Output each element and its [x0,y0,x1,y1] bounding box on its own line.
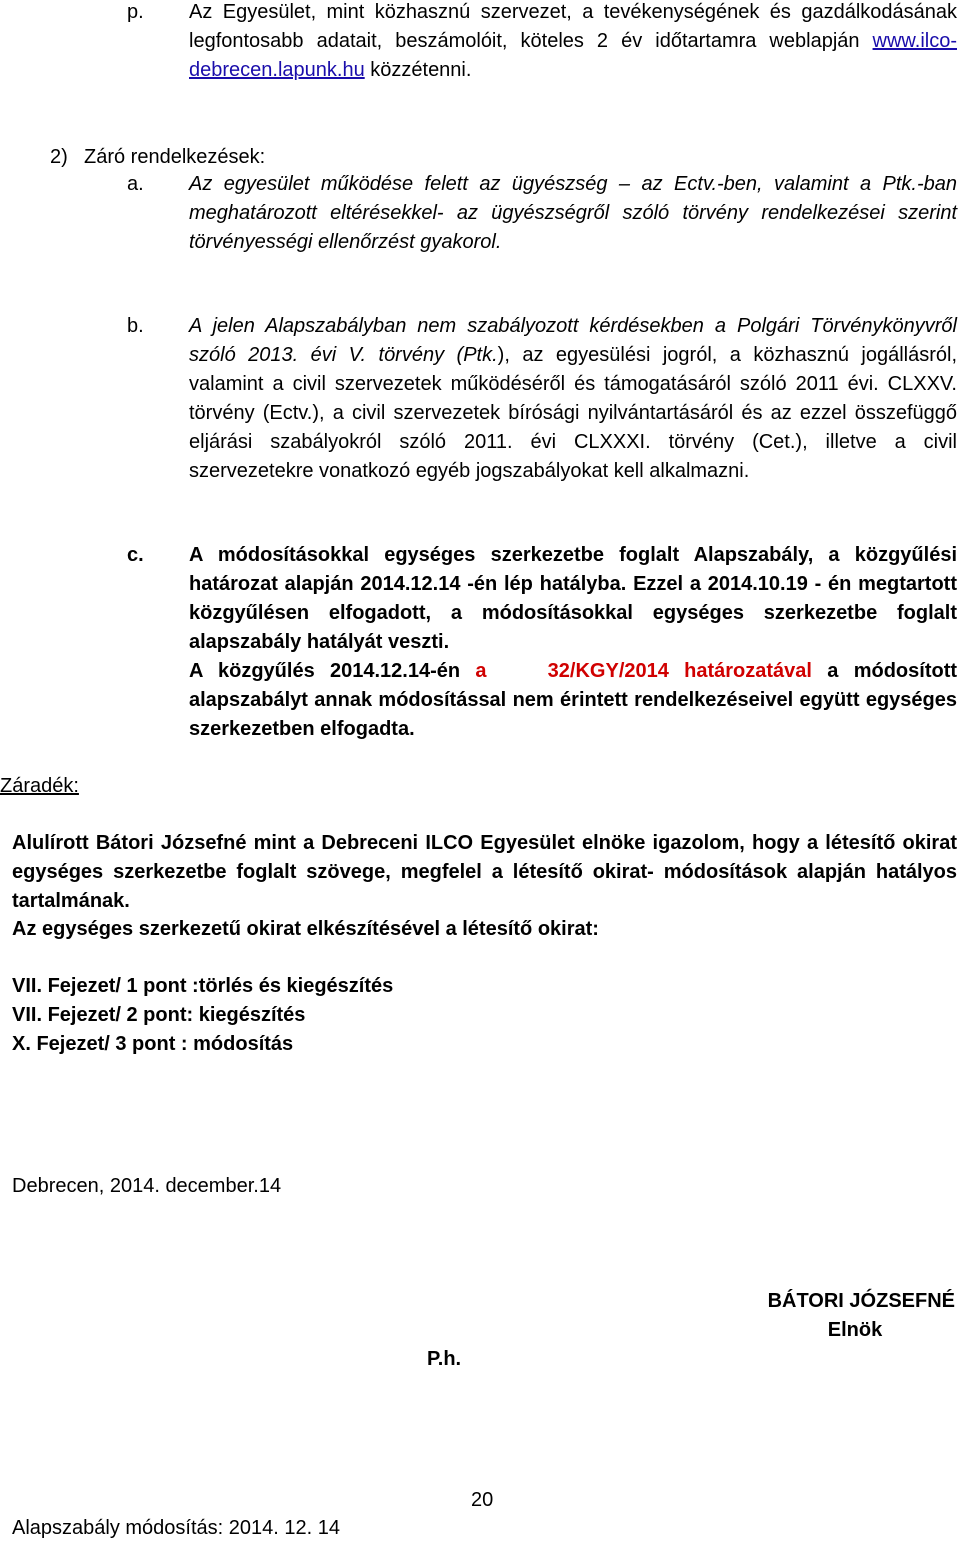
zaradek-heading: Záradék: [0,775,79,797]
item-b-text-rest: ), az egyesülési jogról, a közhasznú jogállásról, valamint a civil szervezetek működéséről és támogatásáról szóló 2011 évi. CLXXV. törvény (Ectv.), a civil szervezetek bírósági nyilvántartásáról és az ezzel összefüggő eljárási szabályokról szóló 2011. évi CLXXXI. törvény (Cet.), illetve a civil szervezetekre vonatkozó egyéb jogszabályokat kell alkalmazni. [189,344,957,482]
section-2-number: 2) [50,146,68,168]
section-2-title: Záró rendelkezések: [84,146,266,168]
weblap-link[interactable]: www.ilco-debrecen.lapunk.hu [189,30,957,81]
signature-block [700,1287,955,1345]
item-a-text: Az egyesület működése felett az ügyészség – az Ectv.-ben, valamint a Ptk.-ban meghatározott eltérésekkel- az ügyészségről szóló törvény rendelkezései szerint törvényességi ellenőrzést gyakorol. [189,173,957,253]
item-c-text1: A módosításokkal egységes szerkezetbe foglalt Alapszabály, a közgyűlési határozat alapján 2014.12.14 -én lép hatályba. Ezzel a 2014.10.19 - én megtartott közgyűlésen elfogadott, a módosításokkal egységes szerkezetbe foglalt alapszabály hatályát veszti. [189,544,957,653]
footer-text: Alapszabály módosítás: 2014. 12. 14 [12,1517,340,1539]
item-c-text2 [189,657,957,744]
page-number: 20 [471,1489,494,1511]
signer-title: Elnök [827,1319,883,1341]
change-item: X. Fejezet/ 3 pont : módosítás [12,1033,294,1055]
item-p-text-after: közzétenni. [364,59,472,81]
change-item: VII. Fejezet/ 2 pont: kiegészítés [12,1004,306,1026]
item-c-label: c. [127,544,144,566]
item-a-label: a. [127,173,144,195]
zaradek-para1: Alulírott Bátori Józsefné mint a Debreceni ILCO Egyesület elnöke igazolom, hogy a létesítő okirat egységes szerkezetbe foglalt szövege, megfelel a létesítő okirat- módosítások alapján hatályos tartalmának. [12,832,957,912]
place-date: Debrecen, 2014. december.14 [12,1175,282,1197]
item-c-red-a: a [475,660,487,682]
item-p-text [189,0,957,85]
item-c-red-resolution: 32/KGY/2014 határozatával [547,660,812,682]
change-item: VII. Fejezet/ 1 pont :törlés és kiegészítés [12,975,394,997]
item-b-label: b. [127,315,144,337]
item-p-label: p. [127,1,144,23]
item-b-text [189,312,957,486]
changes-list [12,972,393,1059]
zaradek-para2: Az egységes szerkezetű okirat elkészítésével a létesítő okirat: [12,918,599,940]
item-c-text2-end: a módosított alapszabályt annak módosítással nem érintett rendelkezéseivel együtt egységes szerkezetben elfogadta. [189,660,958,740]
item-b-text-italic: A jelen Alapszabályban nem szabályozott kérdésekben a Polgári Törvénykönyvről szóló 2013. évi V. törvény (Ptk. [189,315,957,366]
signer-name: BÁTORI JÓZSEFNÉ [767,1290,955,1312]
ph-stamp-label: P.h. [427,1348,462,1370]
item-p-text-before: Az Egyesület, mint közhasznú szervezet, a tevékenységének és gazdálkodásának legfontosabb adatait, beszámolóit, köteles 2 év időtartamra weblapján [189,1,957,52]
item-c-text2-start: A közgyűlés 2014.12.14-én [189,660,476,682]
